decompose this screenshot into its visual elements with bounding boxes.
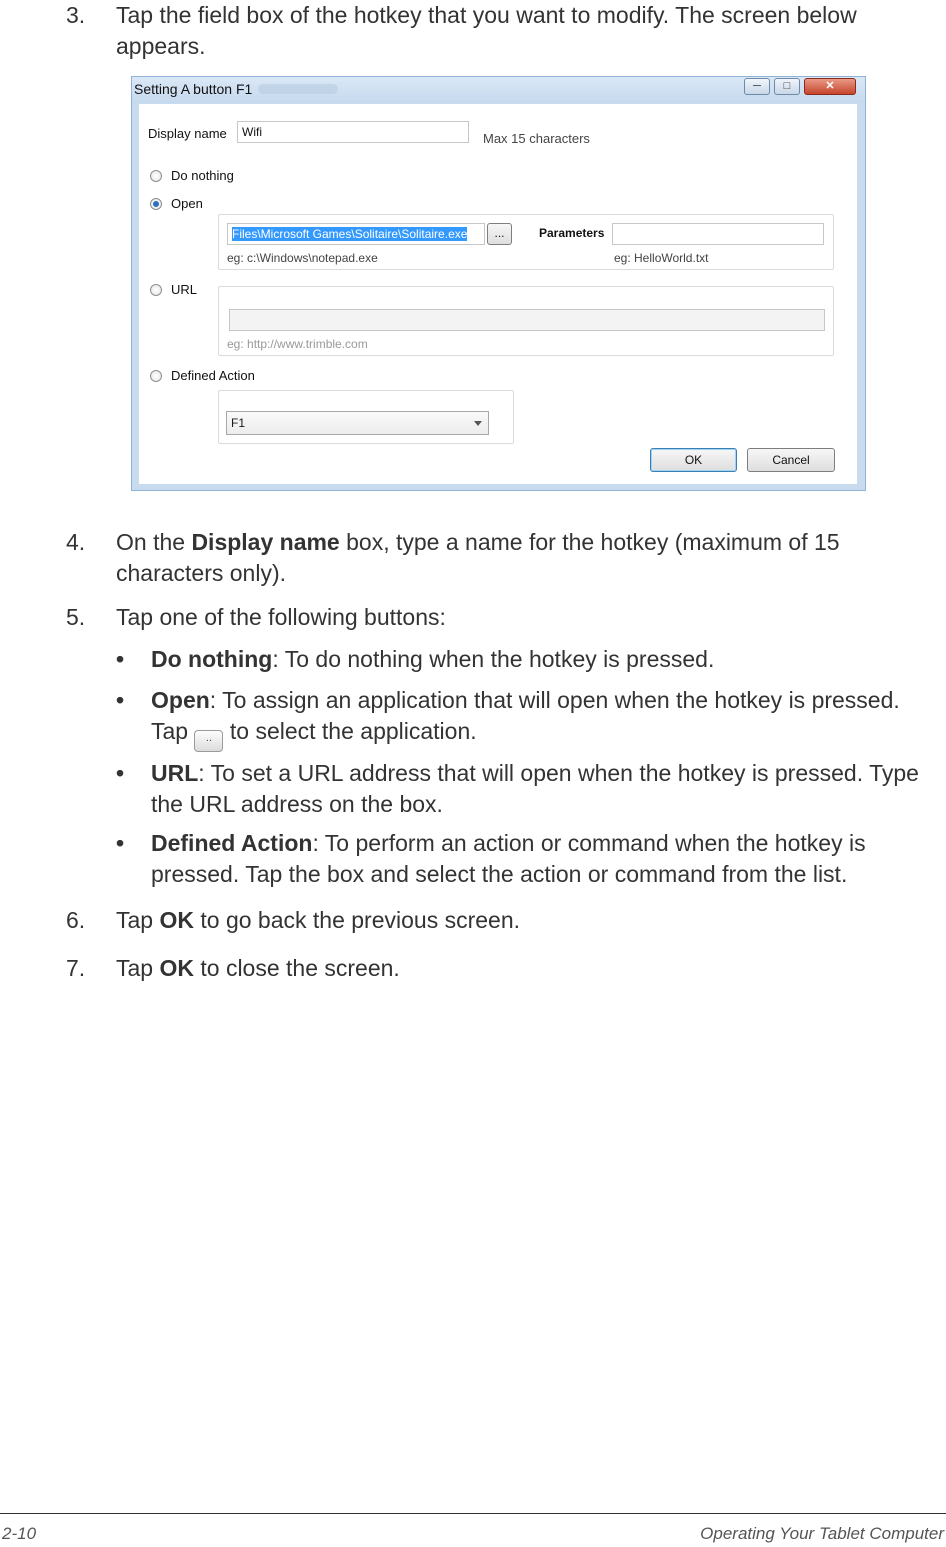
- step-number: 3.: [66, 2, 86, 28]
- step-text-pre: Tap: [116, 955, 160, 981]
- minimize-button[interactable]: ─: [744, 78, 770, 95]
- radio-open[interactable]: [150, 198, 162, 210]
- radio-url[interactable]: [150, 284, 162, 296]
- section-title: Operating Your Tablet Computer: [700, 1524, 944, 1543]
- parameters-label: Parameters: [539, 226, 605, 240]
- parameters-example-hint: eg: HelloWorld.txt: [614, 251, 709, 265]
- bullet-text: [151, 828, 932, 890]
- cancel-button[interactable]: Cancel: [747, 448, 835, 472]
- open-path-text: Files\Microsoft Games\Solitaire\Solitaire.exe: [232, 227, 468, 241]
- dialog-title-bar: [132, 77, 865, 103]
- step-3: [66, 0, 932, 62]
- parameters-input[interactable]: [612, 223, 824, 245]
- browse-button-icon: ..: [194, 730, 223, 752]
- bullet-body: : To assign an application that will open when the hotkey is pressed. Tap: [151, 687, 900, 744]
- step-text: [116, 905, 932, 936]
- step-text: [116, 527, 932, 589]
- step-text-bold: Display name: [191, 529, 340, 555]
- display-name-input[interactable]: Wifi: [237, 121, 469, 143]
- bullet-bold: Open: [151, 687, 210, 713]
- defined-action-label: Defined Action: [171, 368, 255, 383]
- url-example-hint: eg: http://www.trimble.com: [227, 337, 368, 351]
- step-text-post: to go back the previous screen.: [193, 907, 521, 933]
- step-6: [66, 905, 932, 936]
- url-label: URL: [171, 282, 198, 297]
- chevron-down-icon: [474, 421, 482, 426]
- step-number: 6.: [66, 907, 86, 933]
- do-nothing-label: Do nothing: [171, 168, 234, 183]
- step-number: 4.: [66, 529, 86, 555]
- radio-do-nothing[interactable]: [150, 170, 162, 182]
- bullet-url: [116, 758, 932, 820]
- bullet-body: : To perform an action or command when the hotkey is pressed. Tap the box and select the action or command from the list.: [151, 830, 866, 887]
- dialog-title: Setting A button F1: [134, 81, 253, 97]
- bullet-bold: Defined Action: [151, 830, 313, 856]
- bullet-tail: to select the application.: [223, 718, 477, 744]
- step-text-bold: OK: [159, 907, 194, 933]
- hotkey-settings-dialog: [131, 76, 866, 491]
- radio-defined-action[interactable]: [150, 370, 162, 382]
- display-name-label: Display name: [148, 126, 227, 141]
- open-path-input[interactable]: [227, 223, 485, 245]
- url-input[interactable]: [229, 309, 825, 331]
- bullet-dot: •: [116, 760, 125, 786]
- action-select-value: F1: [231, 416, 246, 430]
- ok-button[interactable]: OK: [650, 448, 737, 472]
- browse-button[interactable]: ...: [487, 223, 512, 245]
- step-number: 7.: [66, 955, 86, 981]
- step-text-bold: OK: [159, 955, 194, 981]
- step-text-post: box, type a name for the hotkey (maximum of 15 characters only).: [116, 529, 840, 586]
- footer-divider: [0, 1513, 946, 1514]
- bullet-text: [151, 644, 932, 675]
- bullet-defined-action: [116, 828, 932, 890]
- title-blur: [258, 84, 338, 94]
- close-button[interactable]: ✕: [804, 78, 856, 95]
- step-5: [66, 602, 932, 633]
- bullet-open: [116, 685, 932, 752]
- step-4: [66, 527, 932, 589]
- step-text-pre: On the: [116, 529, 192, 555]
- bullet-dot: •: [116, 687, 125, 713]
- dialog-client-area: [139, 104, 857, 484]
- bullet-body: : To set a URL address that will open when the hotkey is pressed. Type the URL address on the box.: [151, 760, 919, 817]
- bullet-bold: Do nothing: [151, 646, 273, 672]
- action-select[interactable]: [226, 411, 489, 435]
- step-text: [116, 953, 932, 984]
- bullet-do-nothing: [116, 644, 932, 675]
- bullet-body: : To do nothing when the hotkey is pressed.: [272, 646, 715, 672]
- step-text-post: to close the screen.: [193, 955, 400, 981]
- bullet-text: [151, 758, 932, 820]
- max-characters-hint: Max 15 characters: [483, 131, 590, 146]
- step-text-pre: Tap: [116, 907, 160, 933]
- bullet-dot: •: [116, 646, 125, 672]
- bullet-text: [151, 685, 932, 752]
- step-7: [66, 953, 932, 984]
- bullet-dot: •: [116, 830, 125, 856]
- step-text: Tap one of the following buttons:: [116, 604, 446, 630]
- open-label: Open: [171, 196, 203, 211]
- open-example-hint: eg: c:\Windows\notepad.exe: [227, 251, 378, 265]
- step-number: 5.: [66, 604, 86, 630]
- maximize-button[interactable]: □: [774, 78, 800, 95]
- bullet-bold: URL: [151, 760, 199, 786]
- step-text: Tap the field box of the hotkey that you want to modify. The screen below appears.: [116, 2, 857, 59]
- page-number: 2-10: [2, 1524, 37, 1543]
